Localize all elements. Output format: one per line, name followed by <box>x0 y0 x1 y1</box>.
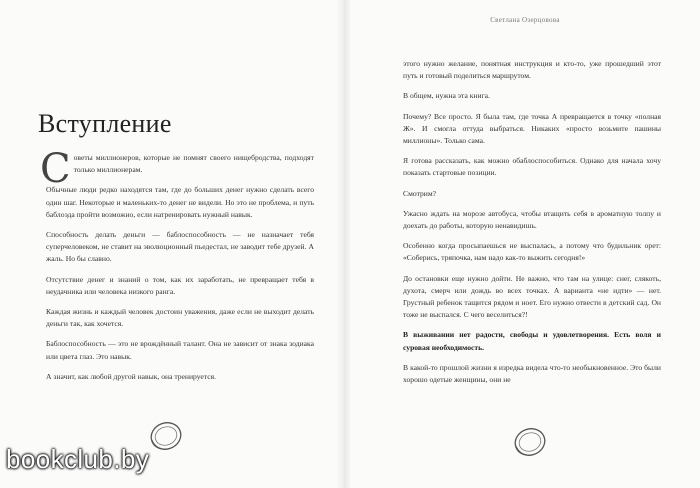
left-page-text <box>40 146 314 391</box>
left-page <box>0 0 340 488</box>
paragraph-r6: Ужасно ждать на морозе автобуса, чтобы втащить себя в ароматную толпу и доехать до работы, которую ненавидишь. <box>403 208 661 231</box>
paragraph-5: Каждая жизнь и каждый человек достоин уважения, даже если не выходит делать деньги так, как хочется. <box>46 307 314 329</box>
paragraph-7: А значит, как любой другой навык, она тренируется. <box>46 371 216 381</box>
chapter-title: Вступление <box>38 109 172 139</box>
dropcap: С <box>40 146 71 192</box>
paragraph-r2: В общем, нужна эта книга. <box>403 91 490 101</box>
paragraph-r10: В какой-то прошлой жизни я изредка видела что-то необыкновенное. Это были хорошо одетые женщины, они не <box>403 362 661 385</box>
paragraph-3: Способность делать деньги — баблоспособность — не назначает тебя суперчеловеком, не ставит на эволюционный пьедестал, не заводит тебе друзей. А жаль. Но бы славно. <box>46 230 314 264</box>
paragraph-r3: Почему? Все просто. Я была там, где точка А превращается в точку «полная Ж». И смогла оттуда выбраться. Никаких «просто возьмите пашины миллионы». Только сама. <box>403 111 661 146</box>
paragraph-r4: Я готова рассказать, как можно обаблоспособиться. Однако для начала хочу показать стартовые позиции. <box>403 156 661 178</box>
paragraph-2: Обычные люди редко находятся там, где до больших денег нужно сделать всего один шаг. Некоторые и маленьких-то денег не видели. Но это не проблема, и путь баблоэда пройти возможно, если натренировать нужный навык. <box>46 185 314 219</box>
paragraph-1: Советы миллионеров, которые не помнят своего нищебродства, подходят только миллионерам. <box>40 146 314 192</box>
right-page-text <box>403 58 661 394</box>
watermark: bookclub.by <box>6 444 150 474</box>
paragraph-r7: Особенно когда просыпаешься не выспалась, а потому что будильник орет: «Соберись, тряпочка, нам надо как-то выжить сегодня!» <box>403 241 661 263</box>
paragraph-r9-bold: В выживании нет радости, свободы и удовлетворения. Есть воля и суровая необходимость. <box>403 330 661 352</box>
coin-ornament-icon <box>510 424 550 460</box>
paragraph-6: Баблоспособность — это не врождённый талант. Она не зависит от знака зодиака или цвета глаз. Это навык. <box>46 339 314 361</box>
paragraph-4: Отсутствие денег и знаний о том, как их заработать, не превращает тебя в неудачника или человека низкого ранга. <box>46 274 314 296</box>
paragraph-r5: Смотрим? <box>403 188 437 198</box>
paragraph-r8: До остановки еще нужно дойти. Не важно, что там на улице: снег, слякоть, духота, смерч или дождь во всех точках. А варианта «не идти» — нет. Грустный ребенок тащится рядом и ноет. Его нужно отвести в детский сад. Он тоже не выспался. С чего веселиться?! <box>403 273 661 320</box>
running-head: Светлана Озерцовова <box>490 16 560 24</box>
coin-ornament-icon <box>146 418 186 454</box>
paragraph-r1: этого нужно желание, понятная инструкция и кто-то, уже прошедший этот путь и готовый поделиться маршрутом. <box>403 59 661 81</box>
